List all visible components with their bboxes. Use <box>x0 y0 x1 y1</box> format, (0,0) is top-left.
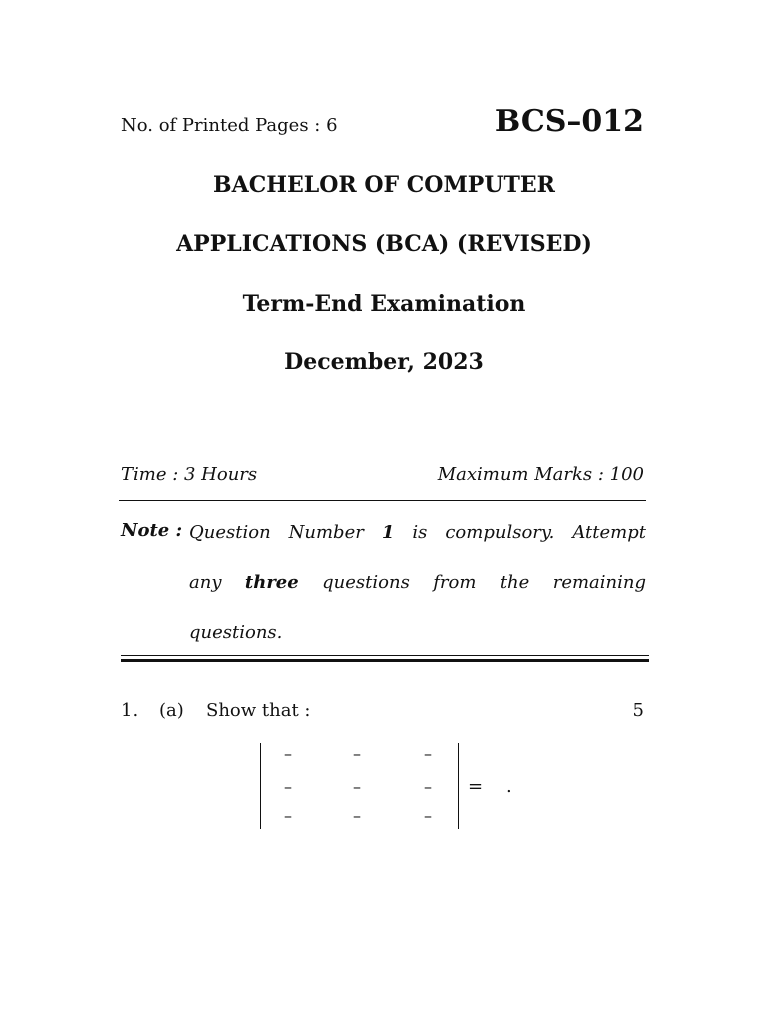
determinant-right-bar <box>458 743 459 829</box>
double-rule-thick <box>121 659 649 662</box>
note-line-1-start: Question Number <box>189 522 382 543</box>
degree-title-line-1: BACHELOR OF COMPUTER <box>213 172 555 198</box>
determinant-cell: – <box>424 806 432 825</box>
time-allowed: Time : 3 Hours <box>121 464 258 485</box>
determinant-cell: – <box>353 806 361 825</box>
question-part-label: (a) <box>159 700 184 721</box>
exam-date: December, 2023 <box>284 349 484 375</box>
determinant-cell: – <box>284 744 292 763</box>
determinant-cell: – <box>353 777 361 796</box>
note-line-2-end: questions from the remaining <box>298 572 646 593</box>
note-line-2-start: any <box>189 572 245 593</box>
divider-line <box>119 500 646 501</box>
printed-pages-label: No. of Printed Pages : 6 <box>121 115 338 136</box>
note-compulsory-number: 1 <box>381 522 395 543</box>
determinant-cell: – <box>284 806 292 825</box>
note-attempt-count: three <box>244 572 299 593</box>
determinant-cell: – <box>284 777 292 796</box>
degree-title-line-2: APPLICATIONS (BCA) (REVISED) <box>176 231 592 257</box>
double-rule-thin <box>121 655 649 656</box>
determinant-left-bar <box>260 743 261 829</box>
determinant-cell: – <box>424 777 432 796</box>
equals-sign: = <box>468 776 484 797</box>
note-line-2 <box>189 558 646 608</box>
course-code: BCS–012 <box>494 104 644 139</box>
maximum-marks: Maximum Marks : 100 <box>437 464 644 485</box>
determinant-rhs: . <box>506 776 512 797</box>
exam-title: Term-End Examination <box>242 291 526 317</box>
note-label: Note : <box>121 520 183 541</box>
note-text <box>189 508 646 658</box>
determinant-cell: – <box>353 744 361 763</box>
note-line-3: questions. <box>189 622 283 643</box>
question-number: 1. <box>121 700 139 721</box>
note-line-1 <box>189 508 646 558</box>
question-marks: 5 <box>632 700 644 721</box>
note-line-1-end: is compulsory. Attempt <box>394 522 647 543</box>
question-text: Show that : <box>206 700 311 721</box>
determinant-cell: – <box>424 744 432 763</box>
